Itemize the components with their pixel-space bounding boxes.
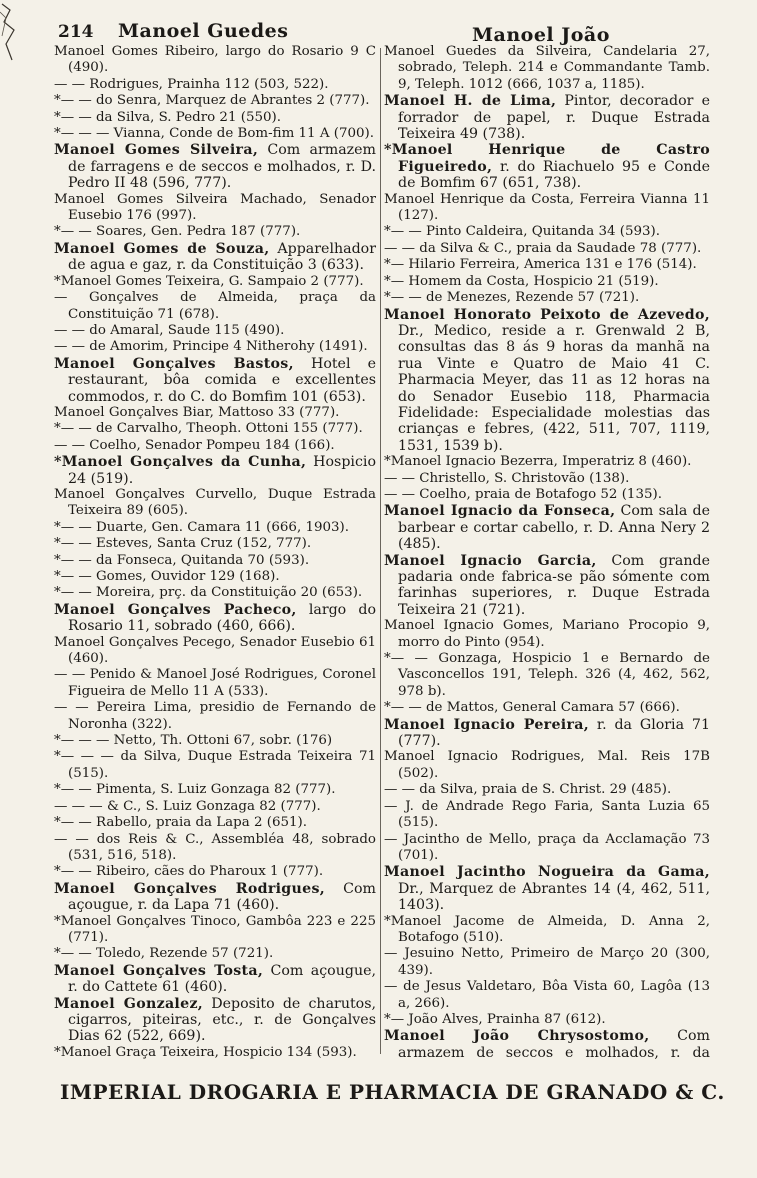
directory-entry [384, 1028, 710, 1059]
entry-text: Deposito de charutos, cigarros, piteiras, etc., r. de Gonçalves Dias 62 (522, 669). [68, 995, 376, 1045]
directory-entry [54, 635, 376, 668]
entry-text: *— — Soares, Gen. Pedra 187 (777). [54, 224, 301, 240]
directory-entry [54, 832, 376, 865]
entry-text: *— — Toledo, Rezende 57 (721). [54, 946, 274, 962]
directory-entry [384, 487, 710, 503]
directory-entry [384, 700, 710, 716]
entry-name: Manoel Honorato Peixoto de Azevedo, [384, 306, 710, 323]
entry-text: — — Pereira Lima, presidio de Fernando de Noronha (322). [54, 700, 376, 732]
entry-text: *— — Gonzaga, Hospicio 1 e Bernardo de Vasconcellos 191, Teleph. 326 (4, 462, 562, 978 b). [384, 651, 710, 699]
directory-entry [54, 553, 376, 569]
directory-entry [384, 946, 710, 979]
entry-text: — — do Amaral, Saude 115 (490). [54, 322, 285, 338]
directory-entry [384, 241, 710, 257]
footer-advertisement: IMPERIAL DROGARIA E PHARMACIA DE GRANADO & C. [60, 1080, 725, 1104]
column-divider [380, 48, 381, 1054]
directory-entry [54, 749, 376, 782]
entry-name: Manoel João Chrysostomo, [384, 1028, 650, 1045]
entry-text: *— — de Menezes, Rezende 57 (721). [384, 290, 640, 306]
entry-text: *— — da Silva, S. Pedro 21 (550). [54, 109, 281, 125]
directory-entry [54, 799, 376, 815]
directory-entry [384, 618, 710, 651]
entry-name: Manoel H. de Lima, [384, 93, 557, 110]
directory-entry [384, 832, 710, 865]
entry-name: Manoel Gonzalez, [54, 995, 204, 1012]
entry-text: — — Christello, S. Christovão (138). [384, 470, 630, 486]
entry-text: *— — do Senra, Marquez de Abrantes 2 (777). [54, 93, 370, 109]
entry-name: Manoel Gonçalves Rodrigues, [54, 880, 325, 897]
entry-text: — J. de Andrade Rego Faria, Santa Luzia 65 (515). [384, 798, 710, 831]
page-header [40, 14, 720, 44]
entry-text: *— — Gomes, Ouvidor 129 (168). [54, 569, 280, 584]
directory-entry [384, 914, 710, 947]
page-number: 214 [58, 22, 94, 42]
entry-text: *— — de Mattos, General Camara 57 (666). [384, 700, 680, 716]
entry-text: Manoel Ignacio Gomes, Mariano Procopio 9, morro do Pinto (954). [384, 618, 710, 650]
entry-text: *Manoel Gomes Teixeira, G. Sampaio 2 (777). [54, 273, 364, 289]
entry-text: Manoel Gonçalves Biar, Mattoso 33 (777). [54, 404, 340, 420]
entry-text: *Manoel Ignacio Bezerra, Imperatriz 8 (460). [384, 454, 692, 470]
directory-entry [384, 274, 710, 290]
directory-entry [54, 454, 376, 487]
directory-entry [54, 782, 376, 798]
entry-text: Com açougue, r. da Lapa 71 (460). [68, 880, 376, 914]
entry-text: Com sala de barbear e cortar cabello, r. D. Anna Nery 2 (485). [398, 503, 710, 553]
entry-text: *Manoel Gonçalves Tinoco, Gambôa 223 e 225 (771). [54, 913, 376, 945]
entry-name: *Manoel Gonçalves da Cunha, [54, 454, 307, 471]
entry-text: — — dos Reis & C., Assembléa 48, sobrado (531, 516, 518). [54, 831, 376, 863]
directory-entry [384, 651, 710, 700]
directory-entry [54, 487, 376, 520]
directory-entry [384, 307, 710, 455]
entry-text: — — da Silva & C., praia da Saudade 78 (777). [384, 240, 702, 256]
entry-text: *Manoel Jacome de Almeida, D. Anna 2, Botafogo (510). [384, 913, 710, 945]
entry-text: largo do Rosario 11, sobrado (460, 666). [68, 601, 376, 635]
entry-text: Hospicio 24 (519). [68, 454, 376, 487]
entry-name: Manoel Jacintho Nogueira da Gama, [384, 864, 710, 881]
entry-name: Manoel Gonçalves Pacheco, [54, 601, 297, 618]
entry-text: Manoel Gomes Silveira Machado, Senador Eusebio 176 (997). [54, 191, 376, 224]
entry-text: — — da Silva, praia de S. Christ. 29 (485). [384, 782, 672, 798]
directory-entry [54, 963, 376, 996]
directory-entry [384, 471, 710, 487]
directory-entry [54, 356, 376, 405]
directory-entry [54, 421, 376, 437]
entry-text: — Jesuino Netto, Primeiro de Março 20 (300, 439). [384, 946, 710, 978]
entry-text: *— — Pimenta, S. Luiz Gonzaga 82 (777). [54, 782, 336, 798]
entry-text: Com grande padaria onde fabrica-se pão sómente com farinhas superiores, r. Duque Estrada Teixeira 21 (721). [398, 552, 710, 618]
entry-text: Manoel Henrique da Costa, Ferreira Vianna 11 (127). [384, 191, 710, 224]
entry-text: Manoel Gonçalves Curvello, Duque Estrada Teixeira 89 (605). [54, 486, 376, 519]
entry-text: r. do Riachuelo 95 e Conde de Bomfim 67 (651, 738). [398, 158, 710, 192]
directory-entry [54, 438, 376, 454]
directory-entry [54, 241, 376, 274]
directory-entry [384, 979, 710, 1012]
entry-text: — — Penido & Manoel José Rodrigues, Coronel Figueira de Mello 11 A (533). [54, 667, 376, 699]
directory-entry [54, 126, 376, 142]
directory-entry [384, 290, 710, 306]
directory-entry [54, 864, 376, 880]
directory-entry [54, 44, 376, 77]
directory-entry [384, 503, 710, 552]
directory-entry [54, 192, 376, 225]
entry-text: *— — de Carvalho, Theoph. Ottoni 155 (777). [54, 421, 363, 437]
directory-entry [54, 323, 376, 339]
directory-entry [54, 405, 376, 421]
directory-entry [384, 192, 710, 225]
directory-entry [384, 749, 710, 782]
directory-entry [384, 782, 710, 798]
entry-text: *— — Duarte, Gen. Camara 11 (666, 1903). [54, 519, 350, 535]
entry-text: Apparelhador de agua e gaz, r. da Constituição 3 (633). [68, 240, 376, 274]
directory-entry [54, 110, 376, 126]
entry-text: — de Jesus Valdetaro, Bôa Vista 60, Lagôa (13 a, 266). [384, 979, 710, 1011]
directory-entry [54, 93, 376, 109]
entry-text: Com armazem de seccos e molhados, r. da [398, 1028, 710, 1059]
entry-text: — — Coelho, Senador Pompeu 184 (166). [54, 437, 335, 453]
entry-text: *Manoel Graça Teixeira, Hospicio 134 (593). [54, 1044, 357, 1059]
entry-text: Pintor, decorador e forrador de papel, r. Duque Estrada Teixeira 49 (738). [398, 93, 710, 143]
directory-entry [54, 667, 376, 700]
entry-text: Dr., Medico, reside a r. Grenwald 2 B, consultas das 8 ás 9 horas da manhã na rua Vinte e Quatro de Maio 41 C. Pharmacia Meyer, das 11 as 12 horas na do Senador Eusebio 118, Pharmacia Fidelidade: Especialidade molestias das crianças e febres, (422, 511, 707, 1119, 1531, 1539 b). [398, 322, 710, 454]
directory-entry [54, 585, 376, 601]
directory-entry [54, 1045, 376, 1059]
entry-text: Manoel Gomes Ribeiro, largo do Rosario 9 C (490). [54, 44, 376, 76]
directory-entry [54, 77, 376, 93]
directory-entry [54, 700, 376, 733]
directory-entry [384, 93, 710, 142]
directory-entry [54, 815, 376, 831]
entry-text: Com açougue, r. do Cattete 61 (460). [68, 962, 376, 996]
directory-entry [384, 799, 710, 832]
entry-text: — — Coelho, praia de Botafogo 52 (135). [384, 486, 662, 502]
directory-entry [54, 339, 376, 355]
directory-entry [54, 520, 376, 536]
entry-text: *— Homem da Costa, Hospicio 21 (519). [384, 273, 659, 289]
directory-entry [384, 44, 710, 93]
entry-text: Manoel Ignacio Rodrigues, Mal. Reis 17B (502). [384, 749, 710, 781]
entry-text: r. da Gloria 71 (777). [398, 716, 710, 750]
entry-name: Manoel Ignacio Pereira, [384, 716, 589, 733]
directory-entry [54, 881, 376, 914]
directory-entry [54, 290, 376, 323]
entry-text: — Gonçalves de Almeida, praça da Constituição 71 (678). [54, 290, 376, 322]
entry-text: *— — Moreira, prç. da Constituição 20 (653). [54, 585, 363, 601]
entry-text: — — — & C., S. Luiz Gonzaga 82 (777). [54, 798, 321, 814]
entry-name: Manoel Gomes Silveira, [54, 142, 259, 159]
entry-text: Hotel e restaurant, bôa comida e excellentes commodos, r. do C. do Bomfim 101 (653). [68, 355, 376, 405]
directory-entry [54, 996, 376, 1045]
entry-text: *— João Alves, Prainha 87 (612). [384, 1011, 606, 1027]
left-column [54, 44, 376, 1059]
entry-text: — — de Amorim, Principe 4 Nitherohy (1491). [54, 339, 368, 355]
entry-text: Dr., Marquez de Abrantes 14 (4, 462, 511, 1403). [398, 880, 710, 914]
entry-text: *— — Ribeiro, cães do Pharoux 1 (777). [54, 864, 324, 880]
entry-text: *— — — da Silva, Duque Estrada Teixeira 71 (515). [54, 749, 376, 781]
directory-entry [54, 733, 376, 749]
entry-text: *— — Esteves, Santa Cruz (152, 777). [54, 536, 312, 552]
entry-text: Manoel Gonçalves Pecego, Senador Eusebio 61 (460). [54, 634, 376, 667]
directory-entry [384, 717, 710, 750]
directory-entry [54, 569, 376, 585]
entry-name: Manoel Gonçalves Tosta, [54, 962, 264, 979]
directory-entry [54, 142, 376, 191]
directory-entry [54, 602, 376, 635]
directory-entry [384, 454, 710, 470]
entry-name: Manoel Ignacio da Fonseca, [384, 503, 616, 520]
directory-entry [54, 536, 376, 552]
directory-entry [384, 224, 710, 240]
directory-entry [54, 946, 376, 962]
page-edge-stain [0, 0, 28, 80]
running-head-right: Manoel João [472, 24, 610, 46]
entry-name: *Manoel Henrique de Castro Figueiredo, [384, 142, 710, 175]
entry-text: *— Hilario Ferreira, America 131 e 176 (514). [384, 257, 697, 273]
right-column [384, 44, 710, 1059]
entry-text: — — Rodrigues, Prainha 112 (503, 522). [54, 76, 329, 92]
directory-entry [54, 274, 376, 290]
directory-entry [384, 864, 710, 913]
directory-entry [384, 142, 710, 191]
entry-name: Manoel Gomes de Souza, [54, 240, 270, 257]
entry-text: *— — — Vianna, Conde de Bom-fim 11 A (700). [54, 126, 375, 142]
directory-entry [384, 553, 710, 619]
entry-text: *— — da Fonseca, Quitanda 70 (593). [54, 552, 310, 568]
entry-name: Manoel Ignacio Garcia, [384, 552, 597, 569]
entry-text: *— — — Netto, Th. Ottoni 67, sobr. (176) [54, 733, 333, 749]
directory-entry [54, 914, 376, 947]
directory-entry [54, 224, 376, 240]
entry-text: Manoel Guedes da Silveira, Candelaria 27, sobrado, Teleph. 214 e Commandante Tamb. 9, Teleph. 1012 (666, 1037 a, 1185). [384, 44, 710, 92]
running-head-left: Manoel Guedes [118, 20, 289, 42]
entry-name: Manoel Gonçalves Bastos, [54, 355, 294, 372]
directory-entry [384, 1012, 710, 1028]
entry-text: *— — Pinto Caldeira, Quitanda 34 (593). [384, 224, 661, 240]
entry-text: Com armazem de farragens e de seccos e molhados, r. D. Pedro II 48 (596, 777). [68, 142, 376, 192]
entry-text: *— — Rabello, praia da Lapa 2 (651). [54, 815, 308, 831]
entry-text: — Jacintho de Mello, praça da Acclamação 73 (701). [384, 831, 710, 863]
directory-entry [384, 257, 710, 273]
